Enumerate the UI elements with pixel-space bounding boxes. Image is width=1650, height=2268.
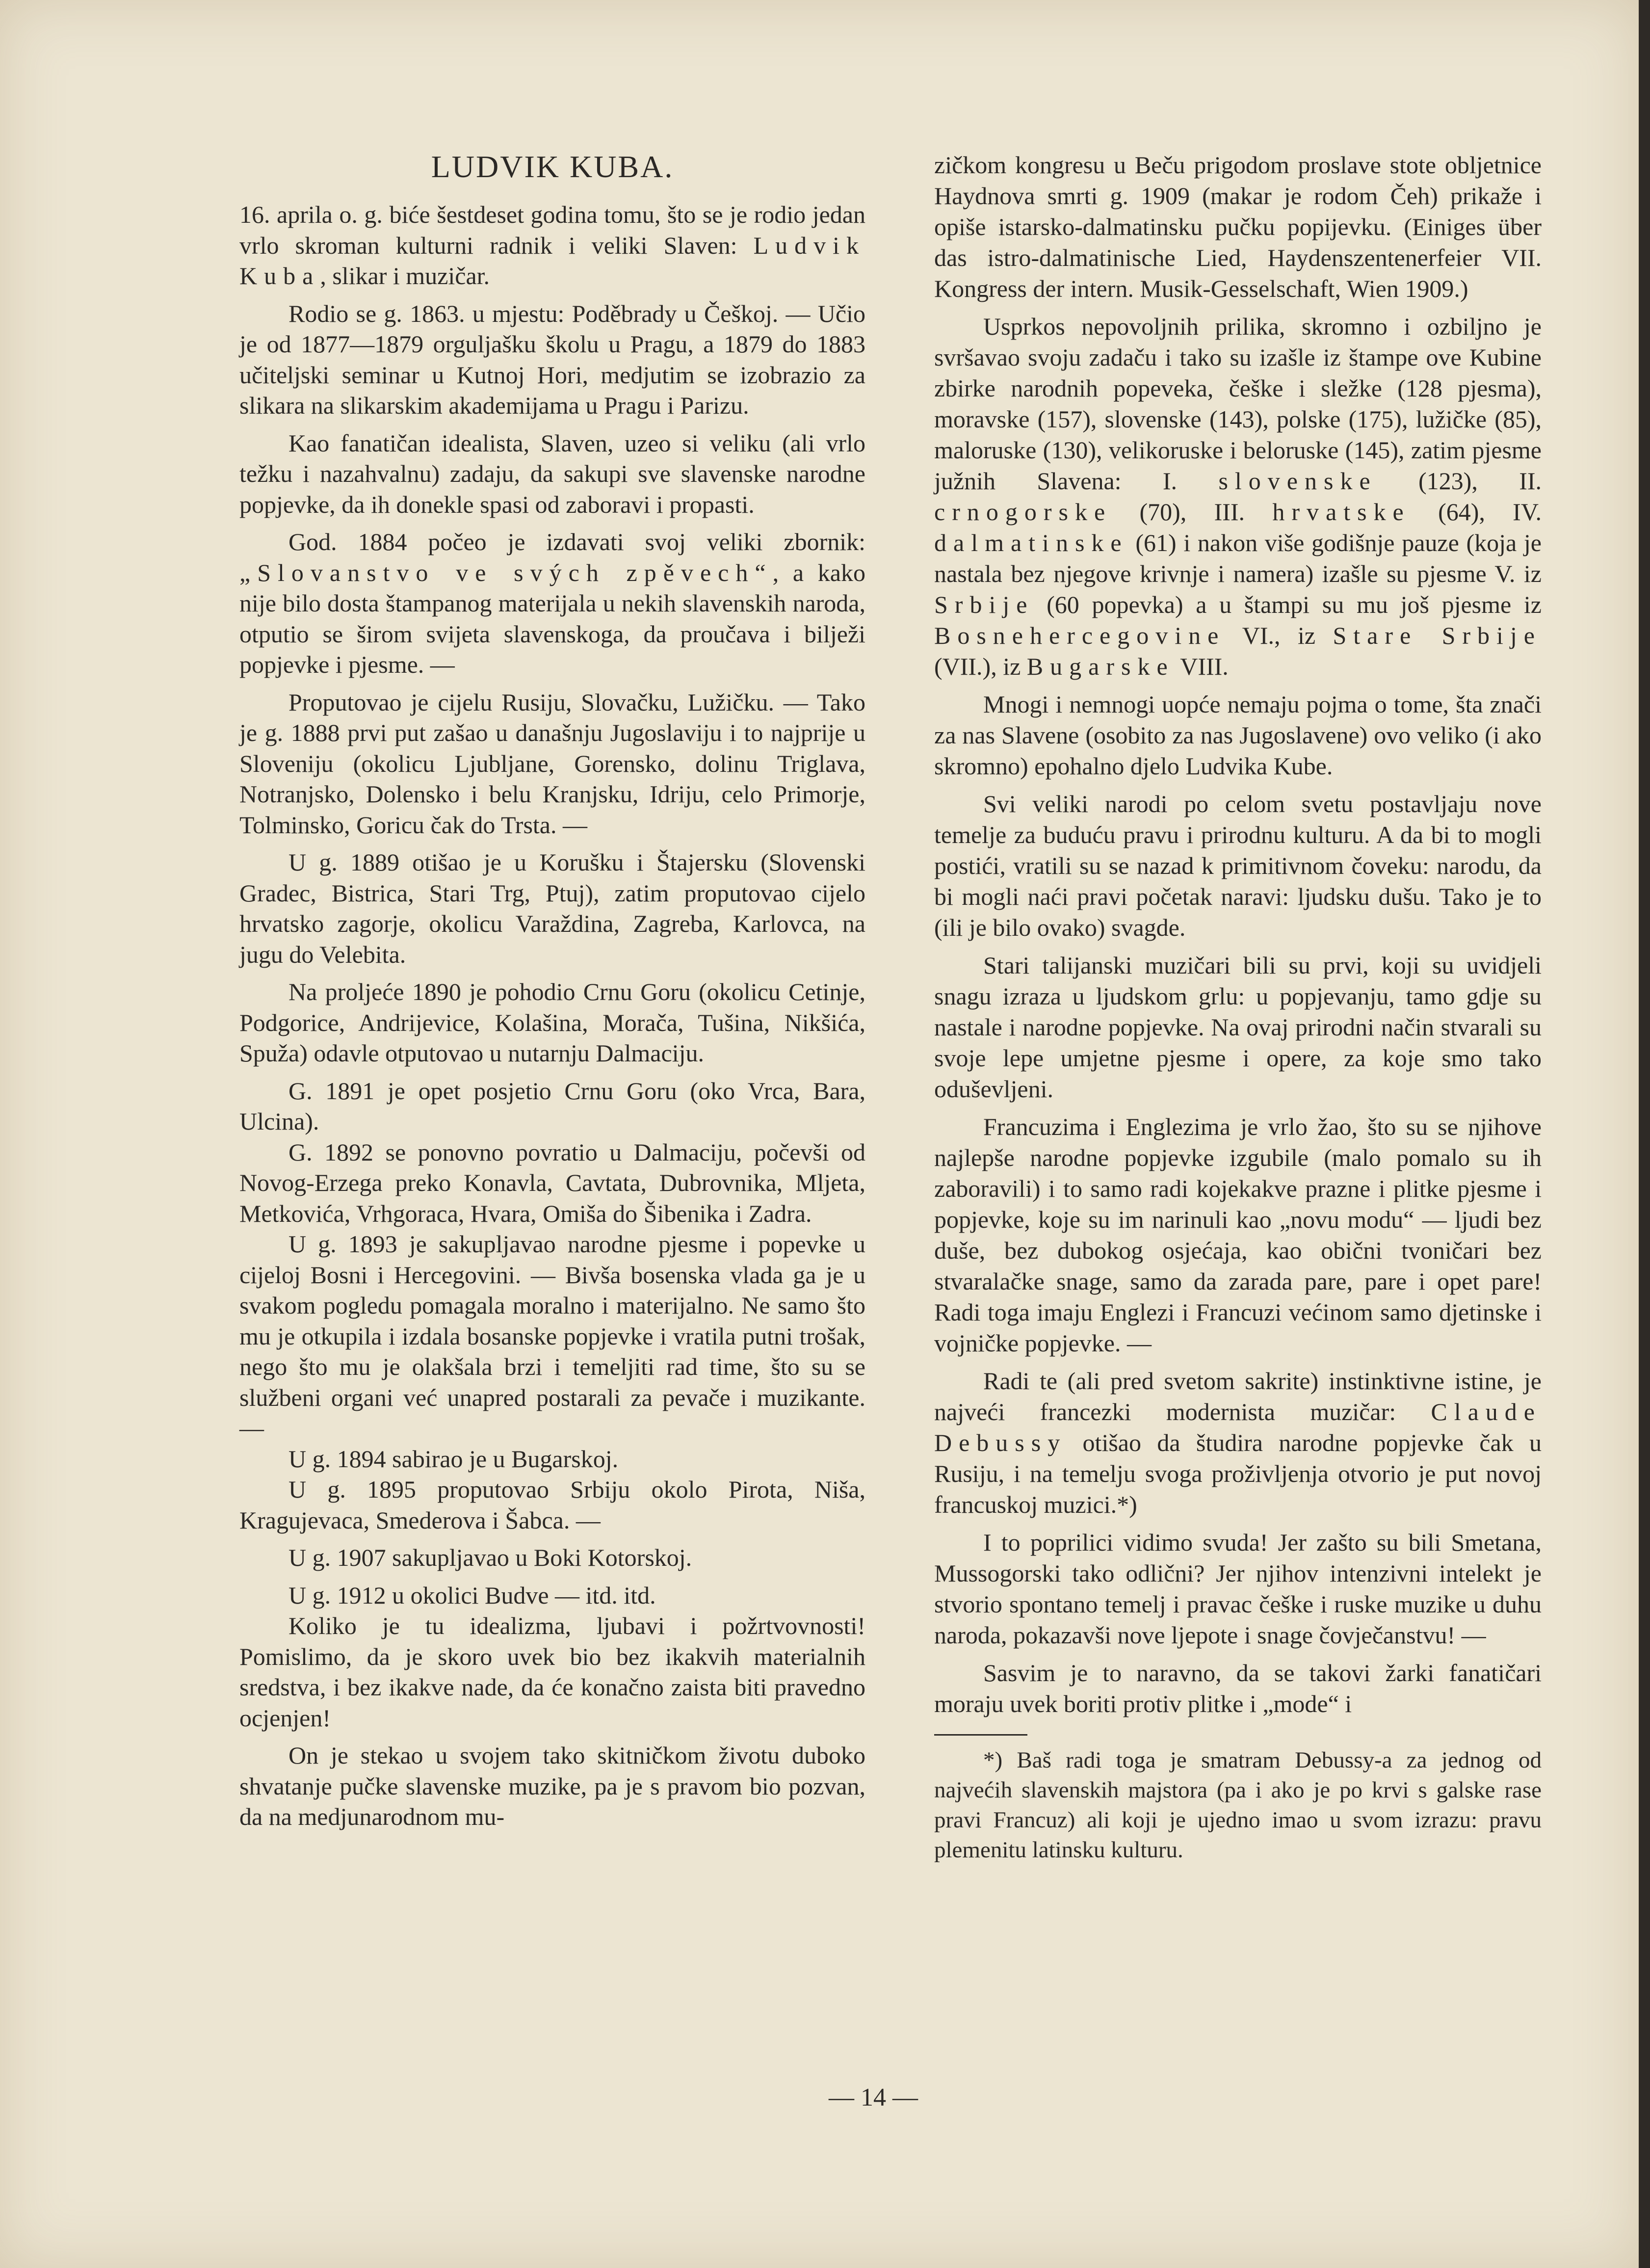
paragraph: U g. 1889 otišao je u Korušku i Štajersku (Slovenski Gradec, Bistrica, Stari Trg, Ptuj), zatim proputovao cijelo hrvatsko zagorje, okolicu Varaždina, Zagreba, Karlovca, na jugu do Velebita.	[239, 848, 865, 968]
paragraph: Proputovao je cijelu Rusiju, Slovačku, Lužičku. — Tako je g. 1888 prvi put zašao u današnju Jugoslaviju i to najprije u Sloveniju (okolicu Ljubljane, Gorensko, dolinu Triglava, Notranjsko, Dolensko i belu Kranjsku, Idriju, celo Primorje, Tolminsko, Goricu čak do Trsta. —	[239, 688, 865, 839]
paragraph	[934, 311, 1542, 682]
paragraph: Koliko je tu idealizma, ljubavi i požrtvovnosti! Pomislimo, da je skoro uvek bio bez ikakvih materialnih sredstva, i bez ikakve nade, da će konačno zaista biti pravedno ocjenjen!	[239, 1612, 865, 1732]
spaced-word: Srbije	[934, 591, 1034, 618]
text: , slikar i muzičar.	[320, 262, 490, 290]
text: God. 1884 počeo je izdavati svoj veliki zbornik:	[288, 528, 865, 555]
article-title: LUDVIK KUBA.	[431, 149, 674, 184]
paragraph: U g. 1912 u okolici Budve — itd. itd.	[288, 1581, 656, 1609]
book-title: „Slovanstvo ve svých zpěvech“	[239, 558, 773, 586]
paragraph: Francuzima i Englezima je vrlo žao, što su se njihove najlepše narodne popjevke izgubile (malo pomalo su ih zaboravili) i to samo radi kojekakve prazne i plitke pjesme i popjevke, koje su im narinuli kao „novu modu“ — ljudi bez duše, bez dubokog osjećaja, kao obični tvoničari bez stvaralačke snage, samo da zarada pare, pare i opet pare! Radi toga imaju Englezi i Francuzi većinom samo djetinske i vojničke popjevke. —	[934, 1113, 1542, 1357]
paragraph: Rodio se g. 1863. u mjestu: Poděbrady u Češkoj. — Učio je od 1877—1879 orguljašku školu u Pragu, a 1879 do 1883 učiteljski seminar u Kutnoj Hori, medjutim se izobrazio za slikara na slikarskim akademijama u Pragu i Parizu.	[239, 299, 865, 419]
paragraph: G. 1892 se ponovno povratio u Dalmaciju, počevši od Novog-Erzega preko Konavla, Cavtata, Dubrovnika, Mljeta, Metkovića, Vrhgoraca, Hvara, Omiša do Šibenika i Zadra.	[239, 1138, 865, 1227]
paragraph	[239, 199, 865, 291]
spaced-word: Bosnehercegovine	[934, 622, 1226, 649]
text: (VII.), iz	[934, 653, 1027, 680]
spaced-word: slovenske	[1218, 467, 1377, 495]
paragraph	[239, 527, 865, 680]
paragraph: U g. 1894 sabirao je u Bugarskoj.	[288, 1445, 619, 1473]
footnote: *) Baš radi toga je smatram Debussy-a za jednog od najvećih slavenskih majstora (pa i ako je po krvi s galske rase pravi Francuz) ali koji je ujedno imao u svom izrazu: pravu plemenitu latinsku kulturu.	[934, 1747, 1542, 1863]
paragraph	[934, 1366, 1542, 1520]
footnote-divider	[934, 1734, 1027, 1736]
spaced-name: Ludvik Kuba	[239, 231, 865, 290]
paragraph: Svi veliki narodi po celom svetu postavljaju nove temelje za buduću pravu i prirodnu kulturu. A da bi to mogli postići, vratili su se nazad k primitivnom čoveku: narodu, da bi mogli naći pravi početak naravi: ljudsku dušu. Tako je to (ili je bilo ovako) svagde.	[934, 790, 1542, 941]
spaced-word: hrvatske	[1272, 498, 1411, 526]
text: (61) i nakon više godišnje pauze (koja je nastala bez njegove krivnje i namera) izašle su pjesme V. iz	[934, 529, 1542, 587]
text: (123), II.	[1377, 467, 1542, 495]
text: otišao da študira narodne popjevke čak u Rusiju, i na temelju svoga proživljenja otvorio je put novoj francuskoj muzici.*)	[934, 1429, 1542, 1518]
paragraph: G. 1891 je opet posjetio Crnu Goru (oko Vrca, Bara, Ulcina).	[239, 1077, 865, 1135]
paragraph: Stari talijanski muzičari bili su prvi, koji su uvidjeli snagu izraza u ljudskom grlu: u popjevanju, tamo gdje su nastale i narodne popjevke. Na ovaj prirodni način stvarali su svoje lepe umjetne pjesme i opere, za koje smo tako oduševljeni.	[934, 951, 1542, 1103]
text: 16. aprila o. g. biće šestdeset godina tomu, što se je rodio jedan vrlo skroman kulturni radnik i veliki Slaven:	[239, 201, 865, 259]
text: , a kako nije bilo dosta štampanog materijala u nekih slavenskih naroda, otputio se širom svijeta slavenskoga, da proučava i bilježi popjevke i pjesme. —	[239, 558, 865, 678]
paragraph: Sasvim je to naravno, da se takovi žarki fanatičari moraju uvek boriti protiv plitke i „mode“ i	[934, 1659, 1542, 1717]
spaced-name: Claude Debussy	[934, 1398, 1542, 1456]
paragraph: U g. 1907 sakupljavao u Boki Kotorskoj.	[288, 1544, 692, 1571]
right-column	[934, 150, 1542, 1865]
paragraph: U g. 1893 je sakupljavao narodne pjesme i popevke u cijeloj Bosni i Hercegovini. — Bivša bosenska vlada ga je u svakom pogledu pomagala moralno i materijalno. Ne samo što mu je otkupila i izdala bosanske popjevke i vratila putni trošak, nego što mu je olakšala brzi i temeljiti rad time, što su se službeni organi već unapred postarali za pevače i muzikante. —	[239, 1230, 865, 1442]
paragraph: Kao fanatičan idealista, Slaven, uzeo si veliku (ali vrlo težku i nazahvalnu) zadaju, da sakupi sve slavenske narodne popjevke, da ih donekle spasi od zaboravi i propasti.	[239, 429, 865, 518]
left-column	[239, 147, 865, 1832]
spaced-word: Bugarske	[1026, 653, 1175, 680]
spaced-word: dalmatinske	[934, 529, 1128, 556]
paragraph: Na proljeće 1890 je pohodio Crnu Goru (okolicu Cetinje, Podgorice, Andrijevice, Kolašina, Morača, Tušina, Nikšića, Spuža) odavle otputovao u nutarnju Dalmaciju.	[239, 978, 865, 1067]
paragraph: I to poprilici vidimo svuda! Jer zašto su bili Smetana, Mussogorski tako odlični? Jer njihov intenzivni intelekt je stvorio spontano temelj i pravac češke i ruske muzike u duhu naroda, pokazavši nove ljepote i snage čovječanstvu! —	[934, 1529, 1542, 1649]
spaced-word: Stare Srbije	[1333, 622, 1542, 649]
text: VI., iz	[1225, 622, 1333, 649]
spaced-word: crnogorske	[934, 498, 1112, 526]
text: (60 popevka) a u štampi su mu još pjesme iz	[1034, 591, 1542, 618]
text: (64), IV.	[1410, 498, 1542, 526]
text: VIII.	[1174, 653, 1229, 680]
text: Radi te (ali pred svetom sakrite) instinktivne istine, je najveći francezki modernista muzičar:	[934, 1367, 1542, 1425]
paragraph: Mnogi i nemnogi uopće nemaju pojma o tome, šta znači za nas Slavene (osobito za nas Jugoslavene) ovo veliko (i ako skromno) epohalno djelo Ludvika Kube.	[934, 690, 1542, 780]
paragraph: U g. 1895 proputovao Srbiju okolo Pirota, Niša, Kragujevaca, Smederova i Šabca. —	[239, 1476, 865, 1534]
text: (70), III.	[1112, 498, 1273, 526]
text: Usprkos nepovoljnih prilika, skromno i ozbiljno je svršavao svoju zadaču i tako su izašle iz štampe ove Kubine zbirke narodnih popeveka, češke i sležke (128 pjesma), moravske (157), slovenske (143), polske (175), lužičke (85), maloruske (130), velikoruske i beloruske (145), zatim pjesme južnih Slavena: I.	[934, 313, 1542, 495]
paragraph: zičkom kongresu u Beču prigodom proslave stote obljetnice Haydnova smrti g. 1909 (makar je rodom Čeh) prikaže i opiše istarsko-dalmatinsku pučku popijevku. (Einiges über das istro-dalmatinische Lied, Haydenszentenerfeier VII. Kongress der intern. Musik-Gesselschaft, Wien 1909.)	[934, 151, 1542, 302]
page-number: — 14 —	[829, 2083, 918, 2111]
paragraph: On je stekao u svojem tako skitničkom životu duboko shvatanje pučke slavenske muzike, pa je s pravom bio pozvan, da na medjunarodnom mu-	[239, 1741, 865, 1830]
